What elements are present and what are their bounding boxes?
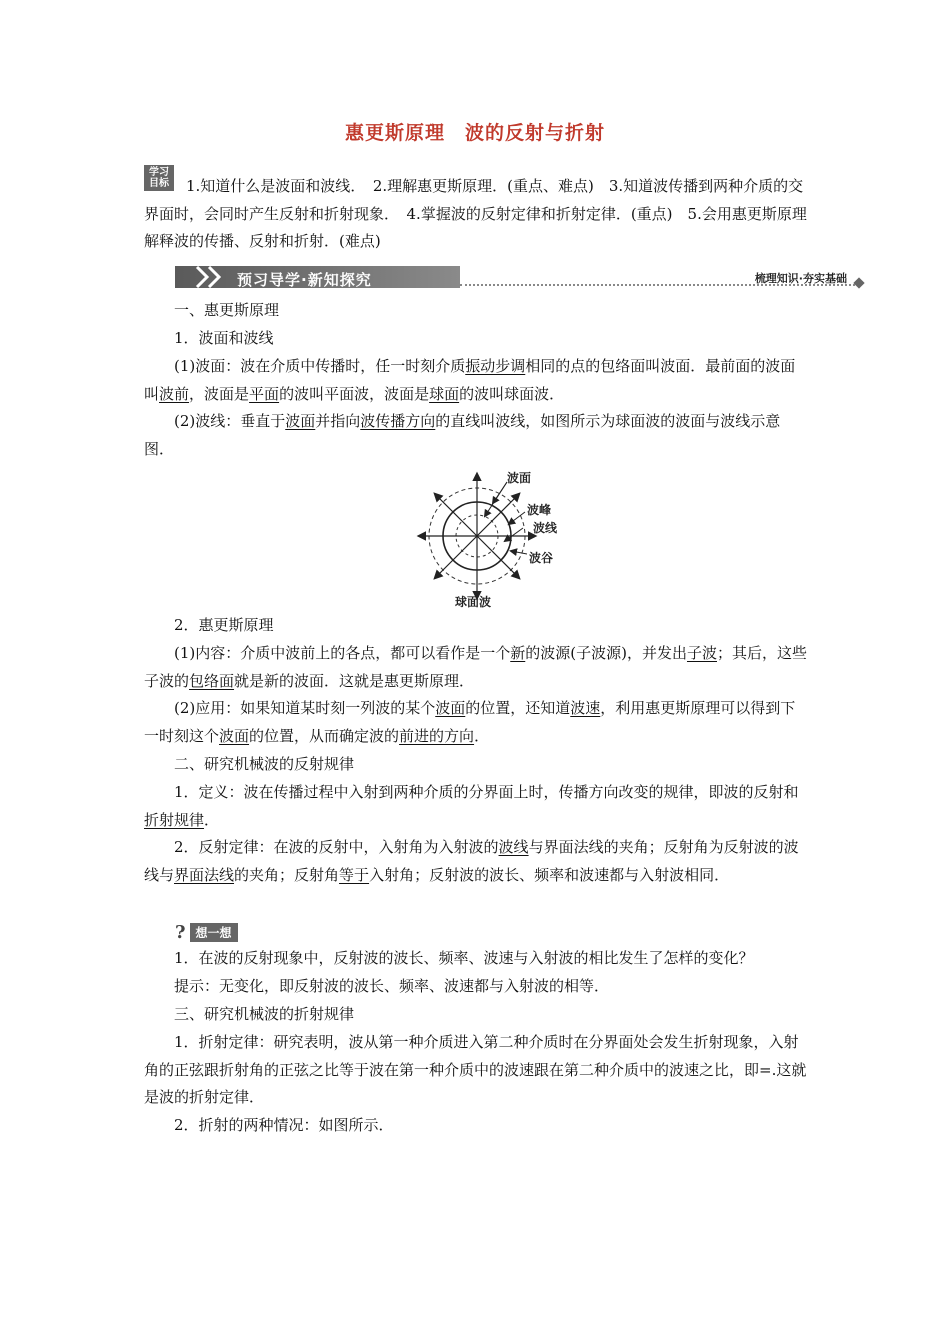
objectives-text: 1.知道什么是波面和波线． 2.理解惠更斯原理．(重点、难点) 3.知道波传播到两种介质的交界面时，会同时产生反射和折射现象． 4.掌握波的反射定律和折射定律．(重点) 5.会用惠更斯原理解释波的传播、反射和折射．(难点) — [144, 177, 807, 250]
banner-label: 预习导学·新知探究 — [237, 271, 372, 289]
page-title: 惠更斯原理 波的反射与折射 — [344, 122, 605, 144]
figure-caption: 球面波 — [455, 595, 492, 609]
paragraph-huygens-application: (2)应用：如果知道某时刻一列波的某个波面的位置，还知道波速，利用惠更斯原理可以得到下一时刻这个波面的位置，从而确定波的前进的方向． — [144, 699, 796, 745]
think-label: 想一想 — [190, 923, 238, 942]
section3-heading: 三、研究机械波的折射规律 — [174, 1005, 355, 1023]
paragraph-refraction-law: 1．折射定律：研究表明，波从第一种介质进入第二种介质时在分界面处会发生折射现象，入射角的正弦跟折射角的正弦之比等于波在第一种介质中的波速跟在第二种介质中的波速之比，即=.这就是波的折射定律． — [144, 1033, 807, 1106]
paragraph-refraction-cases: 2．折射的两种情况：如图所示． — [174, 1116, 394, 1134]
question-mark-icon: ? — [175, 922, 186, 943]
objectives-badge: 学习 目标 — [144, 165, 174, 191]
banner-bar — [175, 266, 460, 288]
spherical-wave-figure — [415, 466, 575, 611]
wave-rays — [419, 474, 535, 598]
paragraph-reflection-law: 2．反射定律：在波的反射中，入射角为入射波的波线与界面法线的夹角；反射角为反射波的波线与界面法线的夹角；反射角等于入射角；反射波的波长、频率和波速都与入射波相同． — [144, 838, 799, 884]
section2-heading: 二、研究机械波的反射规律 — [174, 755, 355, 773]
paragraph-reflection-definition: 1．定义：波在传播过程中入射到两种介质的分界面上时，传播方向改变的规律，即波的反射和折射规律． — [144, 783, 799, 829]
label-crest: 波峰 — [527, 503, 552, 517]
paragraph-huygens-content: (1)内容：介质中波前上的各点，都可以看作是一个新的波源(子波源)，并发出子波；其后，这些子波的包络面就是新的波面．这就是惠更斯原理． — [144, 644, 808, 690]
section1-heading: 一、惠更斯原理 — [174, 301, 280, 319]
section1-sub1: 1．波面和波线 — [174, 329, 274, 347]
think-badge — [175, 922, 238, 942]
section1-sub2: 2．惠更斯原理 — [174, 616, 274, 634]
learning-objectives — [144, 167, 808, 257]
diamond-icon — [853, 277, 864, 288]
label-waveline: 波线 — [533, 521, 558, 535]
think-answer: 提示：无变化，即反射波的波长、频率、波速都与入射波的相等． — [174, 977, 610, 995]
banner-right-label: 梳理知识·夯实基础 — [754, 272, 847, 285]
label-wavefront: 波面 — [507, 471, 532, 485]
paragraph-wavefront: (1)波面：波在介质中传播时，任一时刻介质振动步调相同的点的包络面叫波面．最前面的波面叫波前，波面是平面的波叫平面波，波面是球面的波叫球面波． — [144, 357, 796, 403]
think-question: 1．在波的反射现象中，反射波的波长、频率、波速与入射波的相比发生了怎样的变化？ — [174, 949, 754, 967]
paragraph-waveline: (2)波线：垂直于波面并指向波传播方向的直线叫波线，如图所示为球面波的波面与波线示意图． — [144, 412, 781, 458]
label-trough: 波谷 — [529, 551, 554, 565]
section-banner — [175, 264, 865, 290]
